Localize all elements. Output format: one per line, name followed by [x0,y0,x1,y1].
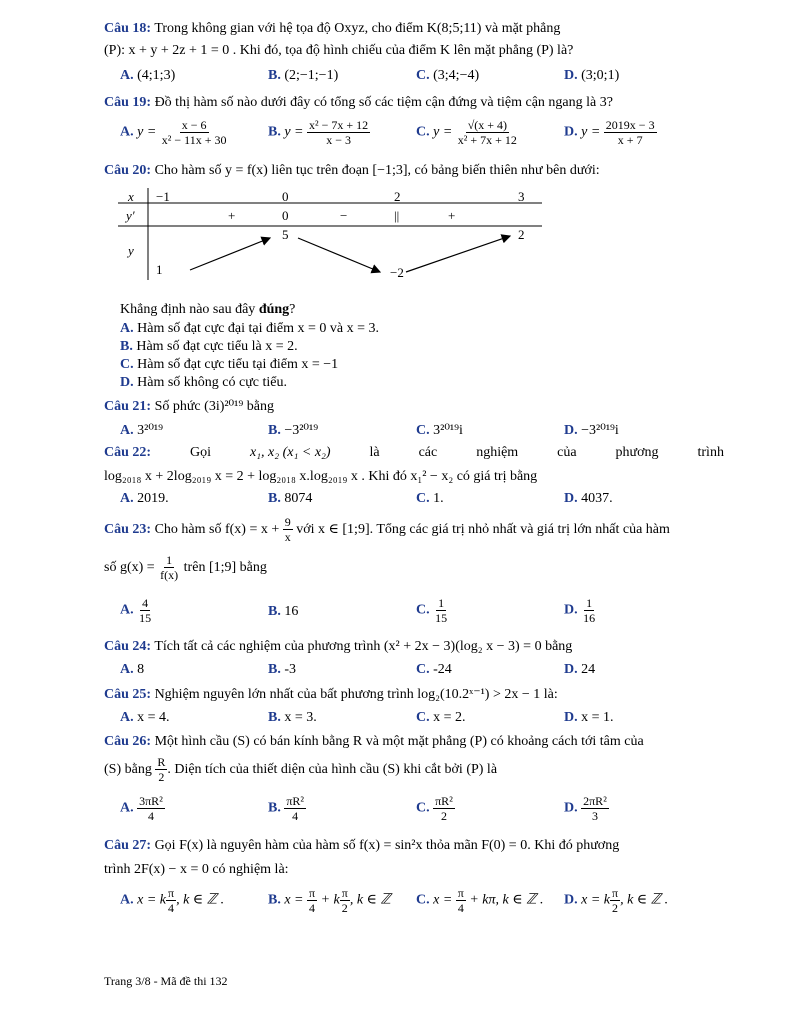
q22-number: Câu 22: [104,445,152,460]
q24-option-d: D. 24 [564,662,596,677]
q19-line [104,94,724,112]
table-x-value-1: −1 [156,189,170,204]
q23-fraction-9-over-x: $\frac{9}{x}$ [284,515,291,545]
table-x-value-3: 2 [394,189,401,204]
q23-option-b: B. 16 [268,604,299,619]
q18-options [120,68,720,88]
q24-text: Tích tất cả các nghiệm của phương trình (x² + 2x − 3)(log₂ x − 3) = 0 bằng [154,639,573,654]
q25-option-c: C. x = 2. [416,710,466,725]
q21-number: Câu 21: [104,399,152,414]
q18-line2: (P): x + y + 2z + 1 = 0 . Khi đó, tọa độ hình chiếu của điểm K lên mặt phẳng (P) là? [104,43,574,58]
q26-text-line1: Một hình cầu (S) có bán kính bằng R và một mặt phẳng (P) có khoảng cách tới tâm của [154,734,644,749]
q18-option-c: C. (3;4;−4) [416,68,480,83]
table-y-label: y [128,243,134,258]
q26-option-d: D. $\frac{\text{2πR²}}{3}$ [564,794,607,823]
q22-option-a: A. 2019. [120,491,169,506]
q23-option-c: C. $\frac{1}{15}$ [416,596,448,625]
q26-line1 [104,733,724,751]
page-footer: Trang 3/8 - Mã đề thi 132 [104,974,228,988]
q24-option-b: B. -3 [268,662,297,677]
arrow-increasing-1 [190,238,270,270]
q23-line2: số g(x) = $\frac{1}{f(x)}$ trên [1;9] bằng [104,553,267,583]
q21-option-b: B. −3²⁰¹⁹ [268,423,319,438]
table-sign-1: + [228,208,236,223]
q22-line2: log₂₀₁₈ x + 2log₂₀₁₉ x = 2 + log₂₀₁₈ x.log₂₀₁₉ x . Khi đó x₁² − x₂ có giá trị bằng [104,469,538,484]
table-sign-5: + [448,208,456,223]
q27-option-a: A. x = k $\frac{\pi}{4}$ , k ∈ ℤ . [120,886,225,915]
q27-number: Câu 27: [104,838,152,853]
q25-option-d: D. x = 1. [564,710,614,725]
q20-option-a: A. Hàm số đạt cực đại tại điểm x = 0 và x = 3. [120,321,380,336]
q21-line [104,398,724,416]
q19-option-d: D. y = $\frac{2019x - 3}{x + 7}$ [564,118,655,147]
q18-line1 [104,20,724,38]
q27-text-line1: Gọi F(x) là nguyên hàm của hàm số f(x) = sin²x thỏa mãn F(0) = 0. Khi đó phương [154,838,620,853]
arrow-decreasing [298,238,380,272]
q22-options [120,491,720,511]
q27-option-b: B. x = $\frac{\pi}{4}$ + k $\frac{\pi}{2}$ , k ∈ ℤ [268,886,391,915]
q18-option-a: A. (4;1;3) [120,68,176,83]
q26-line2: (S) bằng $\frac{R}{2}$ . Diện tích của thiết diện của hình cầu (S) khi cắt bởi (P) là [104,755,498,785]
q25-option-a: A. x = 4. [120,710,170,725]
q20-number: Câu 20: [104,163,152,178]
q19-option-b: B. y = $\frac{\text{x² − 7x + 12}}{x - 3}$ [268,118,369,147]
q19-number: Câu 19: [104,95,152,110]
q19-option-a: A. y = $\frac{x - 6}{\text{x² − 11x + 30}}$ [120,118,227,147]
table-sign-2: 0 [282,208,289,223]
q18-number: Câu 18: [104,21,152,36]
q19-options [120,118,720,152]
q24-line [104,638,724,656]
q19-text: Đồ thị hàm số nào dưới đây có tổng số các tiệm cận đứng và tiệm cận ngang là 3? [154,95,613,110]
q20-line [104,162,724,180]
table-y-value-4: 2 [518,227,525,242]
q26-option-a: A. $\frac{\text{3πR²}}{4}$ [120,794,163,823]
q21-text: Số phức (3i)²⁰¹⁹ bằng [154,399,274,414]
q21-option-c: C. 3²⁰¹⁹i [416,423,463,438]
q27-options [120,886,720,920]
table-y-value-2: 5 [282,227,289,242]
q24-options [120,662,720,682]
q22-option-b: B. 8074 [268,491,313,506]
q22-option-c: C. 1. [416,491,444,506]
q18-text-line1: Trong không gian với hệ tọa độ Oxyz, cho điểm K(8;5;11) và mặt phẳng [154,21,561,36]
q23-number: Câu 23: [104,522,152,537]
q23-line1: Câu 23: Cho hàm số f(x) = x + $\frac{9}{x}$ với x ∈ [1;9]. Tổng các giá trị nhỏ nhất và giá trị lớn nhất của hàm [104,515,670,545]
q20-option-b: B. Hàm số đạt cực tiểu là x = 2. [120,339,298,354]
q20-text: Cho hàm số y = f(x) liên tục trên đoạn [−1;3], có bảng biến thiên như bên dưới: [154,163,600,178]
q19-option-c: C. y = $\frac{√(x + 4)}{\text{x² + 7x + 12}}$ [416,118,517,147]
table-x-value-2: 0 [282,189,289,204]
q18-option-b: B. (2;−1;−1) [268,68,339,83]
q21-option-a: A. 3²⁰¹⁹ [120,423,164,438]
q26-options [120,794,720,828]
q25-option-b: B. x = 3. [268,710,317,725]
q26-fraction-r-over-2: $\frac{R}{2}$ [157,755,166,785]
q20-option-d: D. Hàm số không có cực tiểu. [120,375,288,390]
q27-line2: trình 2F(x) − x = 0 có nghiệm là: [104,862,289,877]
table-x-label: x [128,189,134,204]
q26-option-c: C. $\frac{\text{πR²}}{2}$ [416,794,453,823]
q27-line1 [104,837,724,855]
table-y-value-3: −2 [390,265,404,280]
q26-number: Câu 26: [104,734,152,749]
q25-line [104,686,724,704]
q22-option-d: D. 4037. [564,491,613,506]
q23-option-a: A. $\frac{4}{15}$ [120,596,152,625]
q23-options [120,596,720,630]
q27-option-d: D. x = k $\frac{\pi}{2}$ , k ∈ ℤ . [564,886,669,915]
q26-option-b: B. $\frac{\text{πR²}}{4}$ [268,794,305,823]
q23-option-d: D. $\frac{1}{16}$ [564,596,596,625]
table-yp-label: y′ [126,208,135,223]
table-x-value-4: 3 [518,189,525,204]
q22-line1: Câu 22: Gọi x₁, x₂ (x₁ < x₂) là các nghiệm của phương trình [104,445,724,460]
variation-table [118,188,542,286]
q24-option-c: C. -24 [416,662,452,677]
q20-option-c: C. Hàm số đạt cực tiểu tại điểm x = −1 [120,357,339,372]
q24-option-a: A. 8 [120,662,145,677]
q18-option-d: D. (3;0;1) [564,68,620,83]
table-y-value-1: 1 [156,262,163,277]
table-sign-4: || [394,208,400,223]
q25-options [120,710,720,730]
q25-text: Nghiệm nguyên lớn nhất của bất phương trình log₂(10.2ˣ⁻¹) > 2x − 1 là: [154,687,558,702]
q21-option-d: D. −3²⁰¹⁹i [564,423,619,438]
table-sign-3: − [340,208,348,223]
q20-prompt: Khẳng định nào sau đây đúng? [120,302,296,317]
q21-options [120,422,720,442]
q25-number: Câu 25: [104,687,152,702]
q23-fraction-1-over-fx: $\frac{1}{f(x)}$ [160,553,179,583]
q27-option-c: C. x = $\frac{\pi}{4}$ + kπ, k ∈ ℤ . [416,886,544,915]
q24-number: Câu 24: [104,639,152,654]
arrow-increasing-2 [406,236,510,272]
